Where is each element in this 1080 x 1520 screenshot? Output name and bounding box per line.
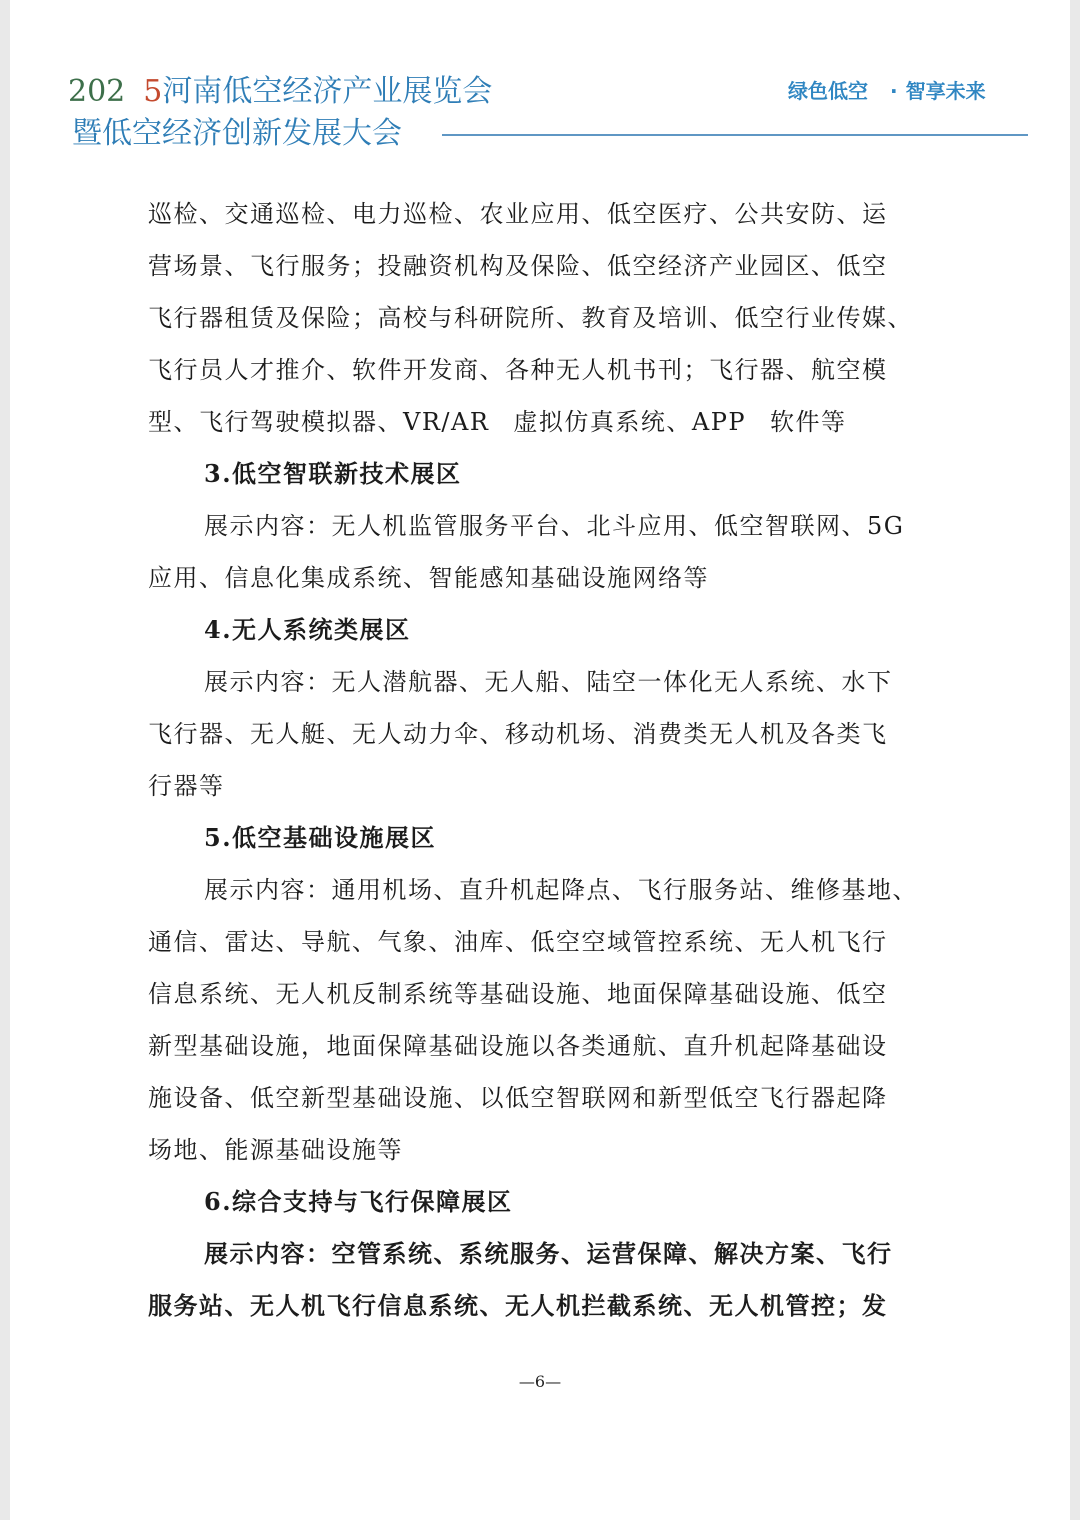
header-divider-line [442,134,1028,136]
document-page [10,0,1070,1520]
section-5-heading: 5.低空基础设施展区 [204,823,437,852]
title-line-1-text: 河南低空经济产业展览会 [162,74,493,109]
section-5-line: 施设备、低空新型基础设施、以低空智联网和新型低空飞行器起降 [148,1084,888,1112]
section-5-line: 展示内容：通用机场、直升机起降点、飞行服务站、维修基地、 [204,876,918,904]
intro-line: 飞行员人才推介、软件开发商、各种无人机书刊；飞行器、航空模 [148,356,888,384]
title-year-part-a: 202 [68,74,126,109]
section-4-line: 展示内容：无人潜航器、无人船、陆空一体化无人系统、水下 [204,668,893,696]
section-5-line: 信息系统、无人机反制系统等基础设施、地面保障基础设施、低空 [148,980,888,1008]
intro-last-part-a: 型、飞行驾驶模拟器、VR/AR [148,408,490,436]
section-4-line: 飞行器、无人艇、无人动力伞、移动机场、消费类无人机及各类飞 [148,720,888,748]
document-body [148,188,958,1332]
section-6-line: 服务站、无人机飞行信息系统、无人机拦截系统、无人机管控；发 [148,1291,888,1320]
page-number: —6— [518,1372,562,1391]
section-4-heading: 4.无人系统类展区 [204,615,411,644]
intro-last-line [148,396,958,448]
slogan-right: 智享未来 [905,79,986,103]
intro-line: 营场景、飞行服务；投融资机构及保险、低空经济产业园区、低空 [148,252,888,280]
title-year-part-b: 5 [143,74,163,109]
intro-line: 巡检、交通巡检、电力巡检、农业应用、低空医疗、公共安防、运 [148,200,888,228]
section-5-line: 通信、雷达、导航、气象、油库、低空空域管控系统、无人机飞行 [148,928,888,956]
section-5-line: 场地、能源基础设施等 [148,1136,403,1164]
intro-line: 飞行器租赁及保险；高校与科研院所、教育及培训、低空行业传媒、 [148,304,913,332]
expo-title-line-2: 暨低空经济创新发展大会 [72,116,402,151]
intro-last-part-b: 虚拟仿真系统、APP [513,408,747,436]
expo-title-line-1 [68,72,492,112]
slogan-dot: · [890,79,898,103]
intro-last-part-c: 软件等 [770,408,847,436]
section-3-line: 展示内容：无人机监管服务平台、北斗应用、低空智联网、5G [204,512,905,540]
slogan-left: 绿色低空 [788,79,868,103]
section-6-line: 展示内容：空管系统、系统服务、运营保障、解决方案、飞行 [204,1239,893,1268]
section-3-line: 应用、信息化集成系统、智能感知基础设施网络等 [148,564,709,592]
section-5-line: 新型基础设施，地面保障基础设施以各类通航、直升机起降基础设 [148,1032,888,1060]
section-4-line: 行器等 [148,772,225,800]
header-slogan [788,76,986,106]
section-3-heading: 3.低空智联新技术展区 [204,459,462,488]
section-6-heading: 6.综合支持与飞行保障展区 [204,1187,513,1216]
